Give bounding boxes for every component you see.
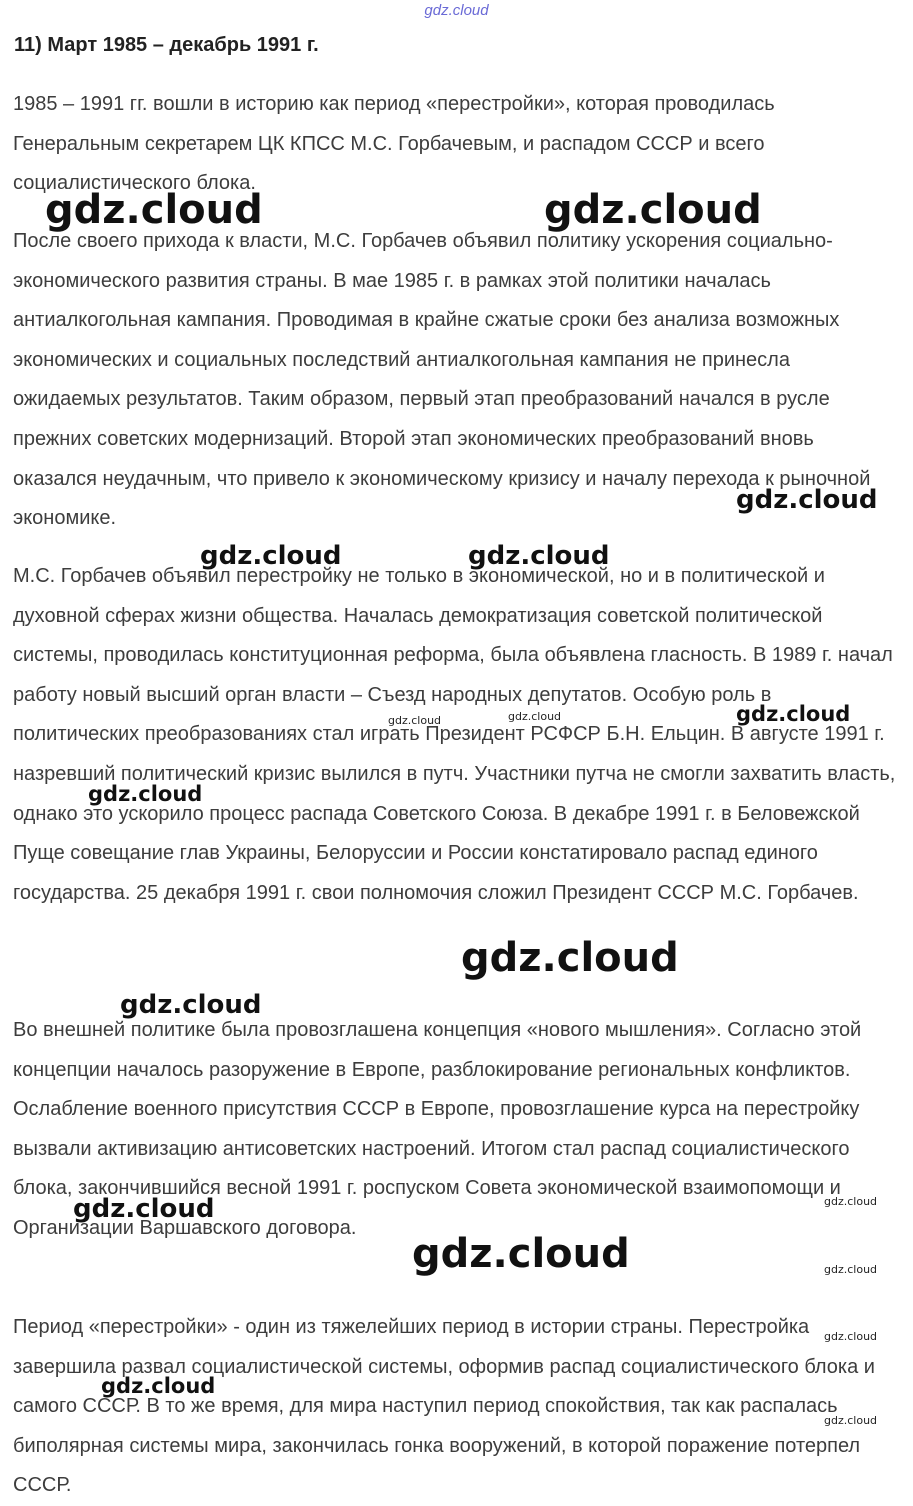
watermark: gdz.cloud — [824, 1414, 878, 1427]
watermark: gdz.cloud — [824, 1263, 878, 1276]
watermark: gdz.cloud — [388, 714, 442, 727]
paragraph-4: Во внешней политике была провозглашена концепция «нового мышления». Согласно этой концепции началось разоружение в Европе, разблокирование региональных конфликтов. Ослабление военного присутствия СССР в Европе, провозглашение курса на перестройку вызвали активизацию антисоветских настроений. Итогом стал распад социалистического блока, закончившийся весной 1991 г. роспуском Совета экономической взаимопомощи и Организации Варшавского договора. — [13, 1019, 862, 1239]
watermark: gdz.cloud — [736, 485, 878, 515]
watermark: gdz.cloud — [824, 1330, 878, 1343]
watermark: gdz.cloud — [544, 187, 762, 233]
watermark: gdz.cloud — [73, 1194, 215, 1224]
watermark: gdz.cloud — [101, 1374, 216, 1398]
watermark: gdz.cloud — [508, 710, 562, 723]
paragraph-1: 1985 – 1991 гг. вошли в историю как период «перестройки», которая проводилась Генеральным секретарем ЦК КПСС М.С. Горбачевым, и распадом СССР и всего социалистического блока. — [13, 93, 775, 195]
paragraph-5: Период «перестройки» - один из тяжелейших период в истории страны. Перестройка завершила развал социалистической системы, оформив распад социалистического блока и самого СССР. В то же время, для мира наступил период спокойствия, так как распалась биполярная системы мира, закончилась гонка вооружений, в которой поражение потерпел СССР. — [13, 1316, 875, 1497]
watermark: gdz.cloud — [736, 702, 851, 726]
task-title: 11) Март 1985 – декабрь 1991 г. — [14, 34, 319, 56]
watermark: gdz.cloud — [200, 541, 342, 571]
paragraph-2: После своего прихода к власти, М.С. Горбачев объявил политику ускорения социально-экономического развития страны. В мае 1985 г. в рамках этой политики началась антиалкогольная кампания. Проводимая в крайне сжатые сроки без анализа возможных экономических и социальных последствий антиалкогольная кампания не принесла ожидаемых результатов. Таким образом, первый этап преобразований начался в русле прежних советских модернизаций. Второй этап экономических преобразований вновь оказался неудачным, что привело к экономическому кризису и началу перехода к рыночной экономике. — [13, 230, 871, 530]
watermark: gdz.cloud — [45, 187, 263, 233]
watermark: gdz.cloud — [120, 990, 262, 1020]
watermark: gdz.cloud — [88, 782, 203, 806]
watermark: gdz.cloud — [824, 1195, 878, 1208]
watermark: gdz.cloud — [461, 935, 679, 981]
watermark: gdz.cloud — [468, 541, 610, 571]
header-watermark: gdz.cloud — [424, 2, 489, 19]
watermark: gdz.cloud — [412, 1231, 630, 1277]
paragraph-3: М.С. Горбачев объявил перестройку не только в экономической, но и в политической и духовной сферах жизни общества. Началась демократизация советской политической системы, проводилась конституционная реформа, была объявлена гласность. В 1989 г. начал работу новый высший орган власти – Съезд народных депутатов. Особую роль в политических преобразованиях стал играть Президент РСФСР Б.Н. Ельцин. В августе 1991 г. назревший политический кризис вылился в путч. Участники путча не смогли захватить власть, однако это ускорило процесс распада Советского Союза. В декабре 1991 г. в Беловежской Пуще совещание глав Украины, Белоруссии и России констатировало распад единого государства. 25 декабря 1991 г. свои полномочия сложил Президент СССР М.С. Горбачев. — [13, 565, 896, 904]
